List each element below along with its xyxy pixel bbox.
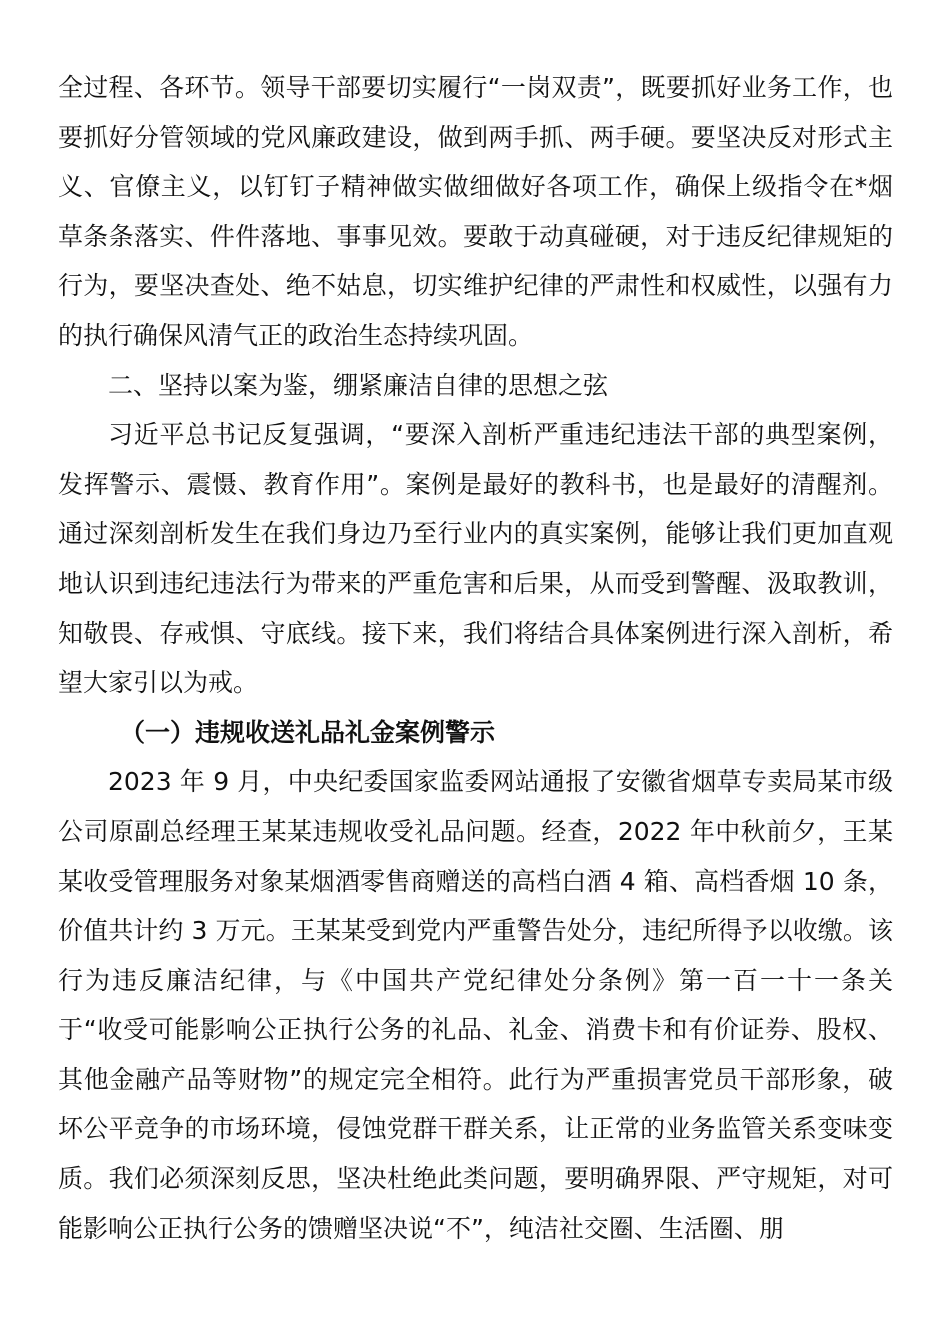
subsection-heading-1: （一）违规收送礼品礼金案例警示 (120, 717, 496, 747)
body-paragraph-continuation: 全过程、各环节。领导干部要切实履行“一岗双责”，既要抓好业务工作，也要抓好分管领域的党风廉政建设，做到两手抓、两手硬。要坚决反对形式主义、官僚主义，以钉钉子精神做实做细做好各项工作，确保上级指令在*烟草条条落实、件件落地、事事见效。要敢于动真碰硬，对于违反纪律规矩的行为，要坚决查处、绝不姑息，切实维护纪律的严肃性和权威性，以强有力的执行确保风清气正的政治生态持续巩固。 (58, 73, 893, 350)
section-heading-2: 二、坚持以案为鉴，绷紧廉洁自律的思想之弦 (108, 370, 609, 400)
body-paragraph-case-intro: 习近平总书记反复强调，“要深入剖析严重违纪违法干部的典型案例，发挥警示、震慑、教育作用”。案例是最好的教科书，也是最好的清醒剂。通过深刻剖析发生在我们身边乃至行业内的真实案例，能够让我们更加直观地认识到违纪违法行为带来的严重危害和后果，从而受到警醒、汲取教训，知敬畏、存戒惧、守底线。接下来，我们将结合具体案例进行深入剖析，希望大家引以为戒。 (58, 420, 893, 698)
body-paragraph-case-detail: 2023 年 9 月，中央纪委国家监委网站通报了安徽省烟草专卖局某市级公司原副总经理王某某违规收受礼品问题。经查，2022 年中秋前夕，王某某收受管理服务对象某烟酒零售商赠送的高档白酒 4 箱、高档香烟 10 条，价值共计约 3 万元。王某某受到党内严重警告处分，违纪所得予以收缴。该行为违反廉洁纪律，与《中国共产党纪律处分条例》第一百一十一条关于“收受可能影响公正执行公务的礼品、礼金、消费卡和有价证券、股权、其他金融产品等财物”的规定完全相符。此行为严重损害党员干部形象，破坏公平竞争的市场环境，侵蚀党群干群关系，让正常的业务监管关系变味变质。我们必须深刻反思，坚决杜绝此类问题，要明确界限、严守规矩，对可能影响公正执行公务的馈赠坚决说“不”，纯洁社交圈、生活圈、朋 (58, 767, 893, 1243)
document-page (58, 63, 893, 1253)
